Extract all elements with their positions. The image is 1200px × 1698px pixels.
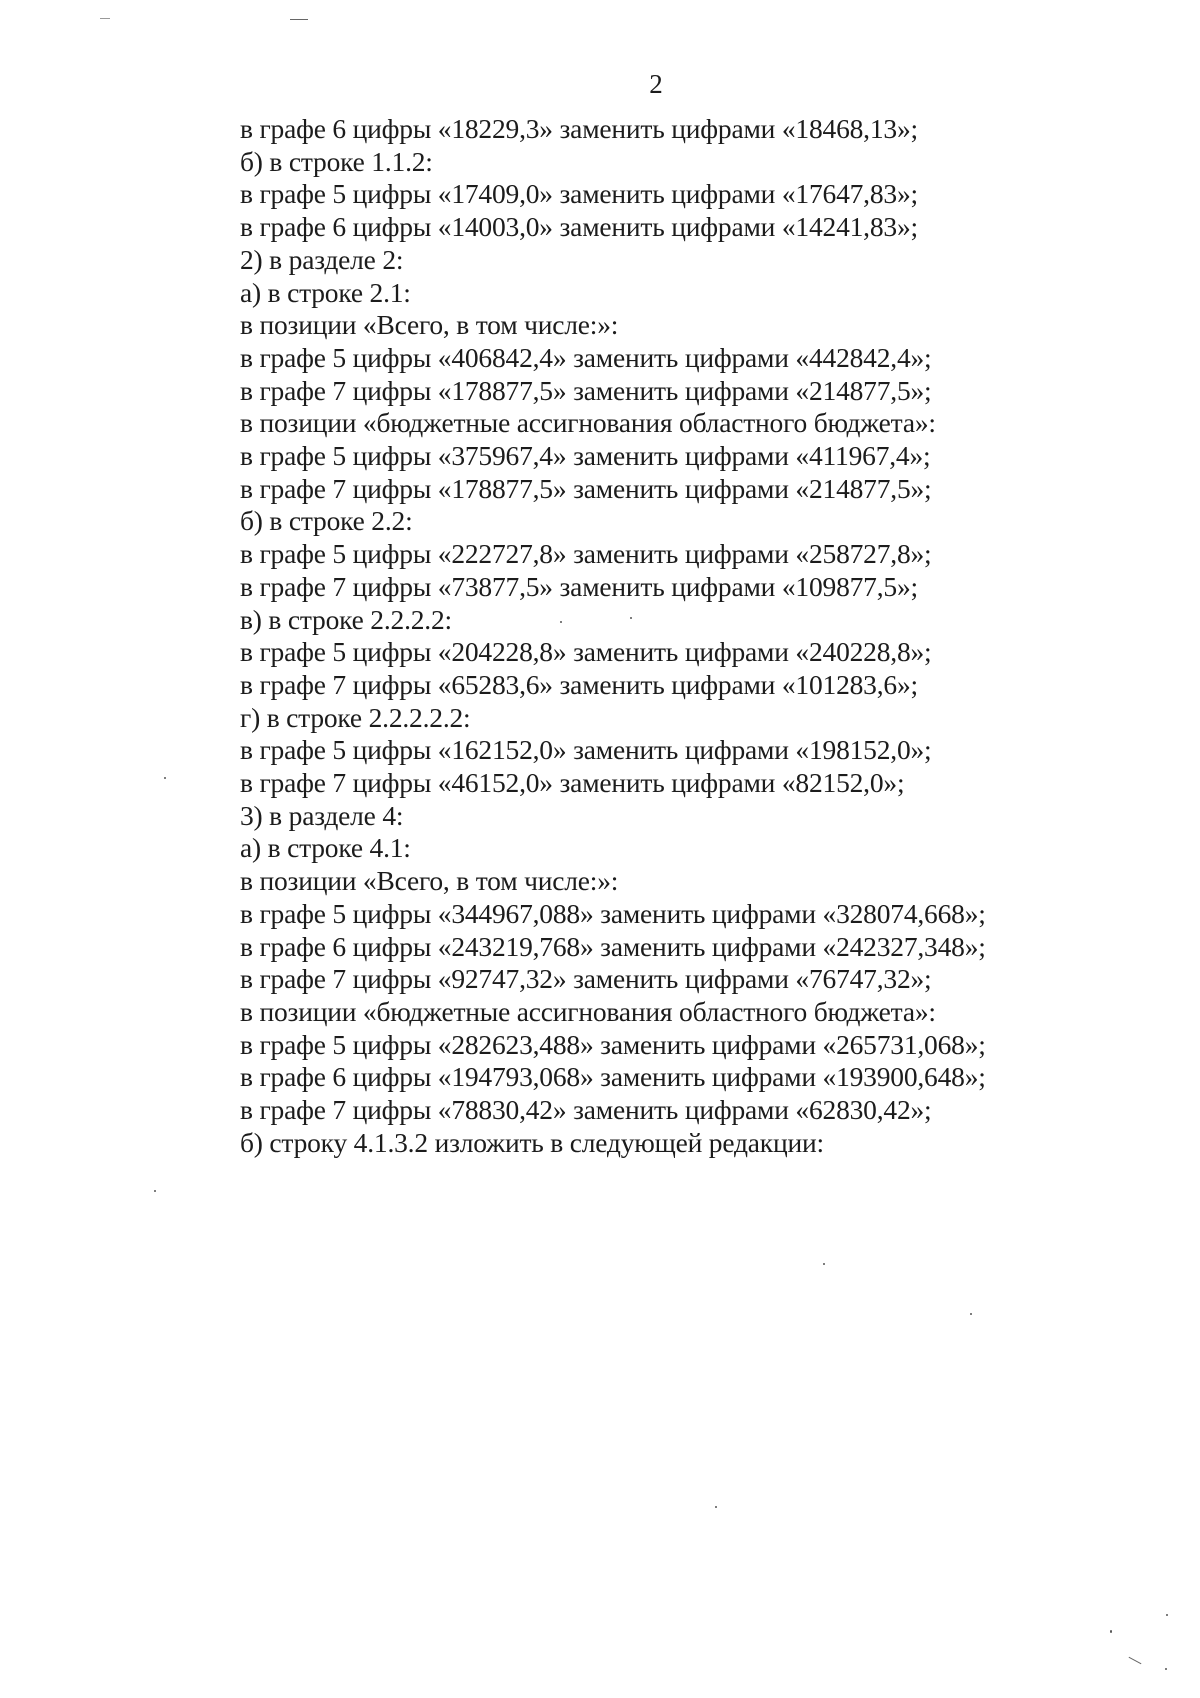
text-line: б) в строке 2.2:: [240, 505, 413, 537]
text-line: в графе 5 цифры «344967,088» заменить цифрами «328074,668»;: [240, 897, 986, 929]
scan-artifact: [290, 19, 308, 20]
scan-artifact: [1166, 1614, 1168, 1616]
scan-artifact: [715, 1506, 717, 1508]
text-line: в графе 7 цифры «65283,6» заменить цифрами «101283,6»;: [240, 668, 918, 700]
text-line: в графе 7 цифры «73877,5» заменить цифрами «109877,5»;: [240, 570, 918, 602]
text-line: в графе 5 цифры «375967,4» заменить цифрами «411967,4»;: [240, 440, 931, 472]
text-line: в графе 5 цифры «222727,8» заменить цифрами «258727,8»;: [240, 538, 932, 570]
text-line: в графе 6 цифры «18229,3» заменить цифрами «18468,13»;: [240, 113, 918, 144]
text-line: в графе 7 цифры «92747,32» заменить цифрами «76747,32»;: [240, 963, 932, 995]
text-line: в графе 5 цифры «162152,0» заменить цифрами «198152,0»;: [240, 734, 932, 766]
scan-artifact: [970, 1313, 972, 1315]
text-line: в графе 7 цифры «78830,42» заменить цифрами «62830,42»;: [240, 1094, 932, 1126]
text-line: а) в строке 4.1:: [240, 832, 411, 864]
document-body: [240, 113, 1140, 1160]
text-line: б) строку 4.1.3.2 изложить в следующей редакции:: [240, 1126, 824, 1158]
text-line: в графе 6 цифры «194793,068» заменить цифрами «193900,648»;: [240, 1061, 986, 1093]
text-line: в позиции «Всего, в том числе:»:: [240, 865, 619, 897]
text-line: в графе 5 цифры «406842,4» заменить цифрами «442842,4»;: [240, 341, 932, 373]
text-line: а) в строке 2.1:: [240, 276, 411, 308]
text-line: в графе 7 цифры «178877,5» заменить цифрами «214877,5»;: [240, 374, 932, 406]
scan-artifact: [1110, 1630, 1112, 1633]
text-line: в графе 6 цифры «14003,0» заменить цифрами «14241,83»;: [240, 211, 918, 243]
page-number: 2: [649, 69, 663, 99]
text-line: 2) в разделе 2:: [240, 243, 404, 275]
text-line: в позиции «Всего, в том числе:»:: [240, 309, 619, 341]
text-line: в графе 7 цифры «178877,5» заменить цифрами «214877,5»;: [240, 472, 932, 504]
text-line: б) в строке 1.1.2:: [240, 145, 433, 177]
text-line: в графе 5 цифры «17409,0» заменить цифрами «17647,83»;: [240, 178, 918, 210]
scan-artifact: [1165, 1668, 1167, 1670]
scan-artifact: [154, 1190, 156, 1192]
scan-artifact: [1129, 1657, 1142, 1664]
scan-artifact: [823, 1263, 825, 1265]
scan-artifact: [100, 18, 110, 19]
scan-artifact: [164, 777, 166, 779]
text-line: в графе 7 цифры «46152,0» заменить цифрами «82152,0»;: [240, 767, 905, 799]
text-line: в позиции «бюджетные ассигнования областного бюджета»:: [240, 995, 936, 1027]
text-line: в) в строке 2.2.2.2:: [240, 603, 452, 635]
text-line: в графе 5 цифры «282623,488» заменить цифрами «265731,068»;: [240, 1028, 986, 1060]
text-line: в графе 6 цифры «243219,768» заменить цифрами «242327,348»;: [240, 930, 986, 962]
text-line: в позиции «бюджетные ассигнования областного бюджета»:: [240, 407, 936, 439]
text-line: в графе 5 цифры «204228,8» заменить цифрами «240228,8»;: [240, 636, 932, 668]
text-line: г) в строке 2.2.2.2.2:: [240, 701, 471, 733]
text-line: 3) в разделе 4:: [240, 799, 404, 831]
